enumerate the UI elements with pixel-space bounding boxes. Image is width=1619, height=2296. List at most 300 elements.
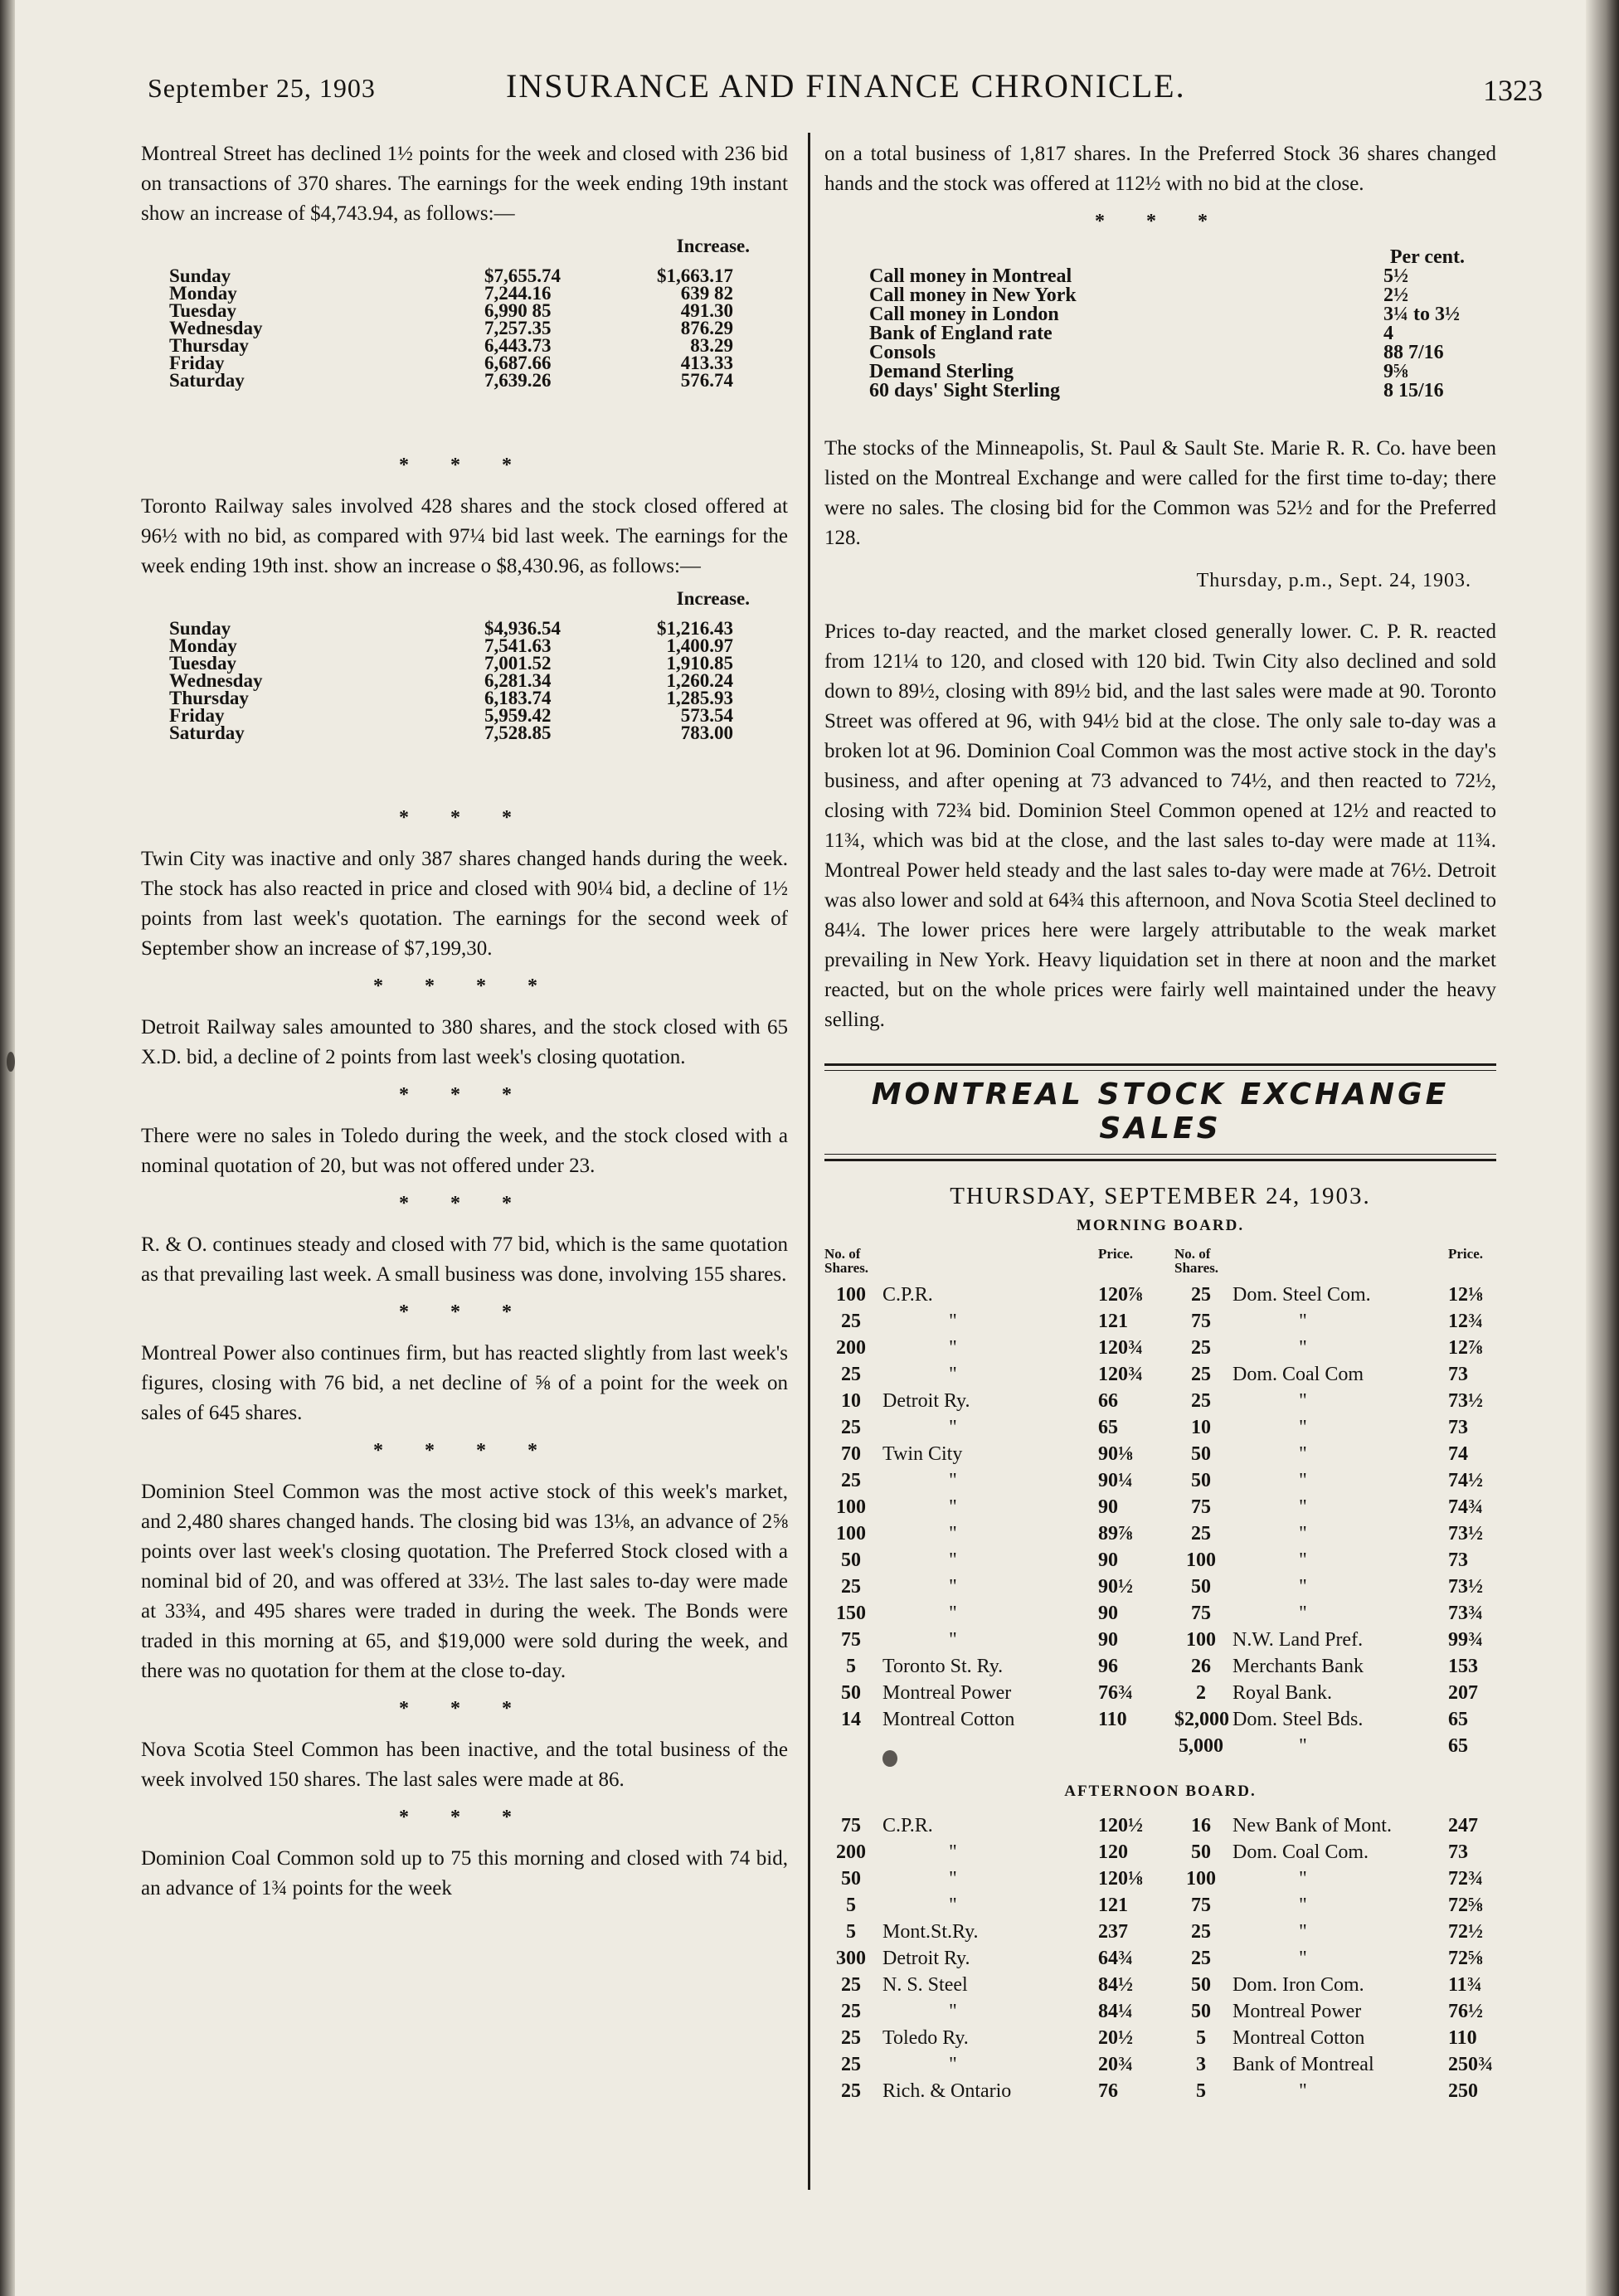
earnings-row: [169, 302, 750, 319]
sales-row: [824, 1441, 1160, 1467]
earnings-row: [169, 285, 750, 302]
sales-stock-name: Montreal Power: [1232, 2001, 1362, 2022]
afternoon-board-table: [824, 1812, 1496, 2111]
earnings-amount: 6,183.74: [484, 688, 552, 708]
sales-stock-name: ": [1299, 1549, 1307, 1571]
sales-shares: 5: [846, 1921, 856, 1943]
sales-stock-name: ": [949, 1629, 957, 1651]
section-separator: * * *: [399, 807, 530, 829]
exchange-sales-date: THURSDAY, SEPTEMBER 24, 1903.: [950, 1183, 1371, 1209]
sales-shares: 50: [1191, 1974, 1211, 1996]
earnings-row: [169, 672, 750, 689]
sales-row: [1174, 1308, 1506, 1335]
sales-row: [1174, 1706, 1506, 1733]
sales-price: 76: [1098, 2080, 1118, 2102]
sales-stock-name: Toronto St. Ry.: [882, 1656, 1004, 1677]
money-rate-row: [869, 382, 1496, 401]
sales-shares: 50: [841, 1549, 861, 1571]
earnings-increase: 1,285.93: [666, 688, 733, 708]
earnings-day: Sunday: [169, 265, 231, 286]
sales-price: 250: [1448, 2080, 1478, 2102]
money-rate-value: 9⅝: [1383, 361, 1408, 382]
earnings-amount: 6,443.73: [484, 335, 552, 356]
sales-row: [824, 1812, 1160, 1839]
sales-row: [824, 1520, 1160, 1547]
sales-stock-name: Bank of Montreal: [1232, 2054, 1374, 2075]
sales-price: 72⅝: [1448, 1895, 1483, 1916]
sales-row: [824, 1282, 1160, 1308]
sales-stock-name: ": [1299, 1921, 1307, 1943]
sales-shares: 5: [846, 1656, 856, 1677]
sales-shares: 14: [841, 1709, 861, 1730]
rule: [824, 1070, 1496, 1071]
exchange-sales-title: MONTREAL STOCK EXCHANGE SALES: [871, 1077, 1450, 1146]
sales-row: [824, 1706, 1160, 1733]
shares-column-header: No. of Shares.: [1174, 1246, 1219, 1276]
sales-shares: 100: [836, 1496, 866, 1518]
sales-price: 153: [1448, 1656, 1478, 1677]
sales-shares: 75: [1191, 1895, 1211, 1916]
shares-column-header: No. of Shares.: [824, 1246, 869, 1276]
rule: [824, 1154, 1496, 1155]
earnings-day: Monday: [169, 635, 237, 656]
earnings-day: Saturday: [169, 722, 245, 743]
sales-stock-name: Detroit Ry.: [882, 1948, 970, 1969]
ink-smudge: [882, 1750, 897, 1767]
earnings-increase: 491.30: [680, 300, 733, 321]
sales-row: [824, 1627, 1160, 1653]
sales-stock-name: Detroit Ry.: [882, 1390, 970, 1412]
money-rate-label: 60 days' Sight Sterling: [869, 380, 1061, 401]
sales-price: 65: [1448, 1735, 1468, 1757]
sales-row: [824, 1600, 1160, 1627]
sales-price: 65: [1098, 1417, 1118, 1438]
sales-price: 90: [1098, 1603, 1118, 1624]
sales-row: [1174, 1866, 1506, 1892]
earnings-row: [169, 337, 750, 354]
sales-row: [824, 2025, 1160, 2051]
sales-row: [1174, 1547, 1506, 1574]
sales-price: 73½: [1448, 1576, 1483, 1598]
money-rate-label: Bank of England rate: [869, 323, 1053, 344]
sales-shares: 25: [1191, 1337, 1211, 1359]
sales-price: 120½: [1098, 1815, 1143, 1836]
sales-row: [824, 1919, 1160, 1945]
sales-price: 12⅛: [1448, 1284, 1483, 1306]
earnings-day: Saturday: [169, 370, 245, 391]
earnings-amount: 5,959.42: [484, 705, 552, 726]
sales-price: 207: [1448, 1682, 1478, 1704]
sales-shares: 200: [836, 1337, 866, 1359]
sales-stock-name: ": [949, 2054, 957, 2075]
sales-price: 76¾: [1098, 1682, 1133, 1704]
earnings-day: Tuesday: [169, 653, 236, 674]
morning-board-label: MORNING BOARD.: [1076, 1217, 1245, 1234]
earnings-increase: $1,663.17: [657, 265, 733, 286]
sales-row: [1174, 1812, 1506, 1839]
money-rate-row: [869, 343, 1496, 362]
sales-stock-name: ": [1299, 1470, 1307, 1491]
sales-shares: 25: [841, 2027, 861, 2049]
sales-stock-name: ": [949, 1311, 957, 1332]
sales-row: [824, 1308, 1160, 1335]
sales-shares: 3: [1196, 2054, 1206, 2075]
sales-price: 121: [1098, 1311, 1128, 1332]
page-number: 1323: [1483, 74, 1543, 107]
sales-row: [824, 1680, 1160, 1706]
sales-shares: 10: [1191, 1417, 1211, 1438]
sales-price: 120⅛: [1098, 1868, 1143, 1890]
sales-shares: 75: [841, 1815, 861, 1836]
earnings-increase: 876.29: [680, 318, 733, 338]
page-header: [124, 66, 1543, 116]
sales-stock-name: C.P.R.: [882, 1284, 933, 1306]
earnings-table-montreal-street: [141, 237, 788, 443]
sales-stock-name: ": [949, 1868, 957, 1890]
sales-stock-name: Montreal Cotton: [1232, 2027, 1365, 2049]
section-separator: * * *: [399, 1084, 530, 1106]
sales-stock-name: Montreal Power: [882, 1682, 1012, 1704]
earnings-amount: 6,990 85: [484, 300, 552, 321]
price-column-header: Price.: [1448, 1246, 1483, 1262]
sales-row: [1174, 1945, 1506, 1972]
money-rate-row: [869, 362, 1496, 382]
sales-stock-name: C.P.R.: [882, 1815, 933, 1836]
sales-stock-name: ": [1299, 1417, 1307, 1438]
ink-smudge: [7, 1052, 15, 1072]
sales-row: [824, 1388, 1160, 1414]
earnings-increase: $1,216.43: [657, 618, 733, 639]
earnings-row: [169, 689, 750, 707]
sales-row: [1174, 2025, 1506, 2051]
sales-row: [1174, 1839, 1506, 1866]
sales-stock-name: ": [949, 1470, 957, 1491]
money-rate-value: 4: [1383, 323, 1393, 344]
paragraph-toledo: There were no sales in Toledo during the week, and the stock closed with a nominal quotation of 20, but was not offered under 23.: [141, 1125, 788, 1177]
sales-stock-name: Montreal Cotton: [882, 1709, 1015, 1730]
earnings-day: Sunday: [169, 618, 231, 639]
money-rate-value: 2½: [1383, 285, 1408, 306]
sales-price: 73½: [1448, 1390, 1483, 1412]
sales-shares: 25: [1191, 1523, 1211, 1544]
earnings-increase: 1,910.85: [666, 653, 733, 674]
sales-stock-name: ": [1299, 1311, 1307, 1332]
money-rate-value: 8 15/16: [1383, 380, 1444, 401]
sales-stock-name: ": [1299, 1496, 1307, 1518]
sales-price: 247: [1448, 1815, 1478, 1836]
sales-stock-name: N.W. Land Pref.: [1232, 1629, 1364, 1651]
money-rate-row: [869, 324, 1496, 343]
sales-shares: $2,000: [1174, 1709, 1229, 1730]
earnings-amount: 6,687.66: [484, 353, 552, 373]
earnings-amount: 7,244.16: [484, 283, 552, 304]
paragraph-market-report: Prices to-day reacted, and the market closed generally lower. C. P. R. reacted from 121¼ to 120, and closed with 120 bid. Twin City also declined and sold down to 89½, closing with 89½ bid, and the last sales were made at 90. Toronto Street was offered at 96, with 94½ bid at the close. The only sale to-day was a broken lot at 96. Dominion Coal Common was the most active stock in the day's business, and after opening at 73 advanced to 74½, and then reacted to 72½, closing with 72¾ bid. Dominion Steel Common opened at 12½ and reacted to 11¾, which was bid at the close, and the last sales to-day were made at 11¾. Montreal Power held steady and the last sales to-day were made at 76½. Detroit was also lower and sold at 64¾ this afternoon, and Nova Scotia Steel declined to 84¼. The lower prices here were largely attributable to the weak market prevailing in New York. Heavy liquidation set in there at noon and the market reacted, but on the whole prices were fairly well maintained under the heavy selling.: [824, 620, 1496, 1031]
sales-row: [824, 2051, 1160, 2078]
sales-stock-name: ": [1299, 1390, 1307, 1412]
sales-shares: 25: [841, 1974, 861, 1996]
sales-stock-name: Merchants Bank: [1232, 1656, 1364, 1677]
sales-shares: 25: [841, 1576, 861, 1598]
money-rate-row: [869, 286, 1496, 305]
sales-price: 20½: [1098, 2027, 1133, 2049]
earnings-row: [169, 319, 750, 337]
sales-stock-name: ": [949, 2001, 957, 2022]
earnings-day: Friday: [169, 705, 225, 726]
right-column: [824, 139, 1496, 2111]
paragraph-toronto-railway: Toronto Railway sales involved 428 shares and the stock closed offered at 96½ with no bid, as compared with 97¼ bid last week. The earnings for the week ending 19th inst. show an increase o $8,430.96, as follows:—: [141, 495, 788, 577]
sales-shares: 25: [1191, 1948, 1211, 1969]
money-rate-label: Call money in Montreal: [869, 265, 1072, 287]
scan-edge-left: [0, 0, 15, 2296]
sales-stock-name: ": [1299, 1337, 1307, 1359]
sales-price: 74: [1448, 1443, 1468, 1465]
column-divider: [808, 133, 810, 2190]
earnings-day: Thursday: [169, 688, 249, 708]
sales-stock-name: New Bank of Mont.: [1232, 1815, 1392, 1836]
sales-stock-name: Rich. & Ontario: [882, 2080, 1012, 2102]
sales-shares: 25: [841, 2080, 861, 2102]
scan-edge-right: [1586, 0, 1619, 2296]
sales-row: [1174, 1600, 1506, 1627]
sales-price: 90: [1098, 1549, 1118, 1571]
sales-stock-name: ": [949, 1603, 957, 1624]
sales-stock-name: Dom. Steel Bds.: [1232, 1709, 1364, 1730]
earnings-amount: 7,541.63: [484, 635, 552, 656]
sales-price: 120¾: [1098, 1337, 1143, 1359]
sales-shares: 5: [846, 1895, 856, 1916]
money-rate-row: [869, 305, 1496, 324]
money-rate-value: 88 7/16: [1383, 342, 1444, 363]
sales-shares: 25: [841, 1364, 861, 1385]
earnings-day: Wednesday: [169, 318, 263, 338]
sales-row: [1174, 1467, 1506, 1494]
earnings-day: Tuesday: [169, 300, 236, 321]
sales-price: 90⅛: [1098, 1443, 1133, 1465]
sales-shares: 5: [1196, 2080, 1206, 2102]
sales-row: [824, 1945, 1160, 1972]
sales-shares: 26: [1191, 1656, 1211, 1677]
sales-shares: 100: [1186, 1549, 1216, 1571]
sales-shares: 50: [1191, 1443, 1211, 1465]
money-rate-value: 5½: [1383, 265, 1408, 287]
sales-row: [1174, 1282, 1506, 1308]
sales-shares: 75: [841, 1629, 861, 1651]
sales-price: 72¾: [1448, 1868, 1483, 1890]
sales-price: 73: [1448, 1417, 1468, 1438]
paragraph-montreal-street: Montreal Street has declined 1½ points for the week and closed with 236 bid on transactions of 370 shares. The earnings for the week ending 19th instant show an increase of $4,743.94, as follows:—: [141, 143, 788, 225]
money-rates-header: Per cent.: [1389, 246, 1465, 268]
sales-stock-name: Toledo Ry.: [882, 2027, 969, 2049]
earnings-increase: 783.00: [680, 722, 733, 743]
section-separator: * * * *: [373, 1440, 556, 1462]
sales-stock-name: Dom. Coal Com: [1232, 1364, 1364, 1385]
sales-price: 84¼: [1098, 2001, 1133, 2022]
sales-shares: 50: [1191, 1470, 1211, 1491]
header-title: INSURANCE AND FINANCE CHRONICLE.: [506, 67, 1186, 105]
money-rate-row: [869, 267, 1496, 286]
earnings-row: [169, 354, 750, 372]
paragraph-nova-scotia-steel: Nova Scotia Steel Common has been inactive, and the total business of the week involved 150 shares. The last sales were made at 86.: [141, 1739, 788, 1791]
sales-price: 237: [1098, 1921, 1128, 1943]
sales-stock-name: Dom. Steel Com.: [1232, 1284, 1371, 1306]
sales-row: [1174, 1972, 1506, 1998]
sales-price: 72½: [1448, 1921, 1483, 1943]
earnings-amount: 7,001.52: [484, 653, 552, 674]
sales-shares: 25: [841, 1470, 861, 1491]
sales-shares: 70: [841, 1443, 861, 1465]
column-headers: [824, 1247, 1160, 1282]
afternoon-board-label: AFTERNOON BOARD.: [1064, 1783, 1257, 1800]
sales-price: 65: [1448, 1709, 1468, 1730]
rule: [824, 1159, 1496, 1161]
sales-row: [1174, 1494, 1506, 1520]
sales-price: 84½: [1098, 1974, 1133, 1996]
sales-shares: 5,000: [1179, 1735, 1223, 1757]
sales-row: [1174, 1680, 1506, 1706]
sales-shares: 50: [1191, 1576, 1211, 1598]
sales-shares: 25: [841, 2001, 861, 2022]
sales-price: 73: [1448, 1364, 1468, 1385]
paragraph-dominion-steel: Dominion Steel Common was the most active stock of this week's market, and 2,480 shares changed hands. The closing bid was 13⅛, an advance of 2⅝ points over last week's closing quotation. The Preferred Stock closed with a nominal bid of 20, and was offered at 33½. The last sales to-day were made at 33¾, and 495 shares were traded in during the week. The Bonds were traded in this morning at 65, and $19,000 were sold during the week, and there was no quotation for them at the close to-day.: [141, 1481, 788, 1682]
money-rate-label: Consols: [869, 342, 936, 363]
sales-price: 90½: [1098, 1576, 1133, 1598]
paragraph-r-and-o: R. & O. continues steady and closed with 77 bid, which is the same quotation as that prevailing last week. A small business was done, involving 155 shares.: [141, 1233, 788, 1286]
earnings-amount: 7,639.26: [484, 370, 552, 391]
sales-price: 73: [1448, 1549, 1468, 1571]
sales-row: [1174, 1892, 1506, 1919]
sales-row: [1174, 1388, 1506, 1414]
sales-stock-name: Dom. Iron Com.: [1232, 1974, 1364, 1996]
sales-shares: 200: [836, 1841, 866, 1863]
sales-stock-name: ": [1299, 1576, 1307, 1598]
sales-price: 73: [1448, 1841, 1468, 1863]
earnings-row: [169, 637, 750, 654]
sales-shares: 5: [1196, 2027, 1206, 2049]
sales-row: [824, 1998, 1160, 2025]
sales-shares: 100: [836, 1284, 866, 1306]
paragraph-dominion-coal: Dominion Coal Common sold up to 75 this morning and closed with 74 bid, an advance of 1¾ points for the week: [141, 1847, 788, 1900]
earnings-row: [169, 372, 750, 389]
sales-shares: 25: [1191, 1284, 1211, 1306]
sales-row: [1174, 1733, 1506, 1759]
sales-row: [824, 1547, 1160, 1574]
sales-row: [824, 1972, 1160, 1998]
sales-stock-name: Dom. Coal Com.: [1232, 1841, 1369, 1863]
sales-shares: 25: [1191, 1390, 1211, 1412]
money-rate-value: 3¼ to 3½: [1383, 304, 1460, 325]
sales-row: [1174, 1627, 1506, 1653]
money-rate-label: Call money in New York: [869, 285, 1077, 306]
dateline: Thursday, p.m., Sept. 24, 1903.: [1196, 570, 1471, 591]
earnings-increase: 576.74: [680, 370, 733, 391]
section-separator: * * * *: [373, 975, 556, 997]
sales-price: 121: [1098, 1895, 1128, 1916]
sales-shares: 2: [1196, 1682, 1206, 1704]
earnings-day: Friday: [169, 353, 225, 373]
sales-price: 66: [1098, 1390, 1118, 1412]
sales-row: [1174, 2078, 1506, 2104]
sales-stock-name: ": [1299, 1603, 1307, 1624]
left-column: [141, 139, 788, 1904]
sales-stock-name: ": [1299, 1443, 1307, 1465]
sales-stock-name: ": [1299, 1735, 1307, 1757]
sales-price: 110: [1098, 1709, 1127, 1730]
earnings-row: [169, 620, 750, 637]
section-separator: * * *: [399, 455, 530, 476]
earnings-header: Increase.: [676, 588, 750, 609]
paragraph-detroit-railway: Detroit Railway sales amounted to 380 shares, and the stock closed with 65 X.D. bid, a decline of 2 points from last week's closing quotation.: [141, 1016, 788, 1068]
earnings-amount: 7,528.85: [484, 722, 552, 743]
sales-price: 20¾: [1098, 2054, 1133, 2075]
price-column-header: Price.: [1098, 1246, 1133, 1262]
sales-shares: 100: [1186, 1868, 1216, 1890]
sales-row: [1174, 1520, 1506, 1547]
earnings-day: Monday: [169, 283, 237, 304]
earnings-day: Wednesday: [169, 670, 263, 691]
sales-price: 90¼: [1098, 1470, 1133, 1491]
section-separator: * * *: [399, 1193, 530, 1214]
sales-price: 120¾: [1098, 1364, 1143, 1385]
sales-shares: 100: [1186, 1629, 1216, 1651]
earnings-increase: 83.29: [690, 335, 733, 356]
earnings-header: Increase.: [676, 236, 750, 256]
sales-price: 90: [1098, 1629, 1118, 1651]
sales-stock-name: Royal Bank.: [1232, 1682, 1332, 1704]
sales-row: [1174, 1998, 1506, 2025]
sales-stock-name: ": [949, 1576, 957, 1598]
sales-shares: 75: [1191, 1311, 1211, 1332]
sales-shares: 50: [841, 1682, 861, 1704]
sales-row: [1174, 1919, 1506, 1945]
earnings-increase: 639 82: [680, 283, 733, 304]
earnings-increase: 413.33: [680, 353, 733, 373]
sales-row: [1174, 2051, 1506, 2078]
sales-price: 73¾: [1448, 1603, 1483, 1624]
earnings-increase: 573.54: [680, 705, 733, 726]
earnings-amount: $7,655.74: [484, 265, 561, 286]
earnings-amount: 6,281.34: [484, 670, 552, 691]
earnings-amount: $4,936.54: [484, 618, 561, 639]
paragraph-soo-line: The stocks of the Minneapolis, St. Paul & Sault Ste. Marie R. R. Co. have been listed on the Montreal Exchange and were called for the first time to-day; there were no sales. The closing bid for the Common was 52½ and for the Preferred 128.: [824, 437, 1496, 549]
header-date: September 25, 1903: [148, 73, 376, 103]
sales-price: 120⅞: [1098, 1284, 1143, 1306]
money-rate-label: Demand Sterling: [869, 361, 1014, 382]
sales-price: 64¾: [1098, 1948, 1133, 1969]
sales-stock-name: ": [949, 1549, 957, 1571]
sales-stock-name: ": [1299, 1948, 1307, 1969]
earnings-row: [169, 707, 750, 724]
sales-shares: 25: [1191, 1921, 1211, 1943]
sales-row: [824, 1335, 1160, 1361]
sales-shares: 150: [836, 1603, 866, 1624]
sales-stock-name: ": [949, 1895, 957, 1916]
sales-shares: 50: [841, 1868, 861, 1890]
sales-stock-name: Twin City: [882, 1443, 963, 1465]
sales-shares: 50: [1191, 2001, 1211, 2022]
sales-stock-name: ": [1299, 1523, 1307, 1544]
sales-row: [1174, 1653, 1506, 1680]
sales-row: [824, 1574, 1160, 1600]
earnings-day: Thursday: [169, 335, 249, 356]
sales-price: 11¾: [1448, 1974, 1482, 1996]
sales-row: [824, 1653, 1160, 1680]
sales-row: [1174, 1441, 1506, 1467]
sales-row: [824, 1892, 1160, 1919]
sales-shares: 25: [841, 1417, 861, 1438]
sales-price: 73½: [1448, 1523, 1483, 1544]
sales-price: 89⅞: [1098, 1523, 1133, 1544]
sales-stock-name: ": [949, 1364, 957, 1385]
